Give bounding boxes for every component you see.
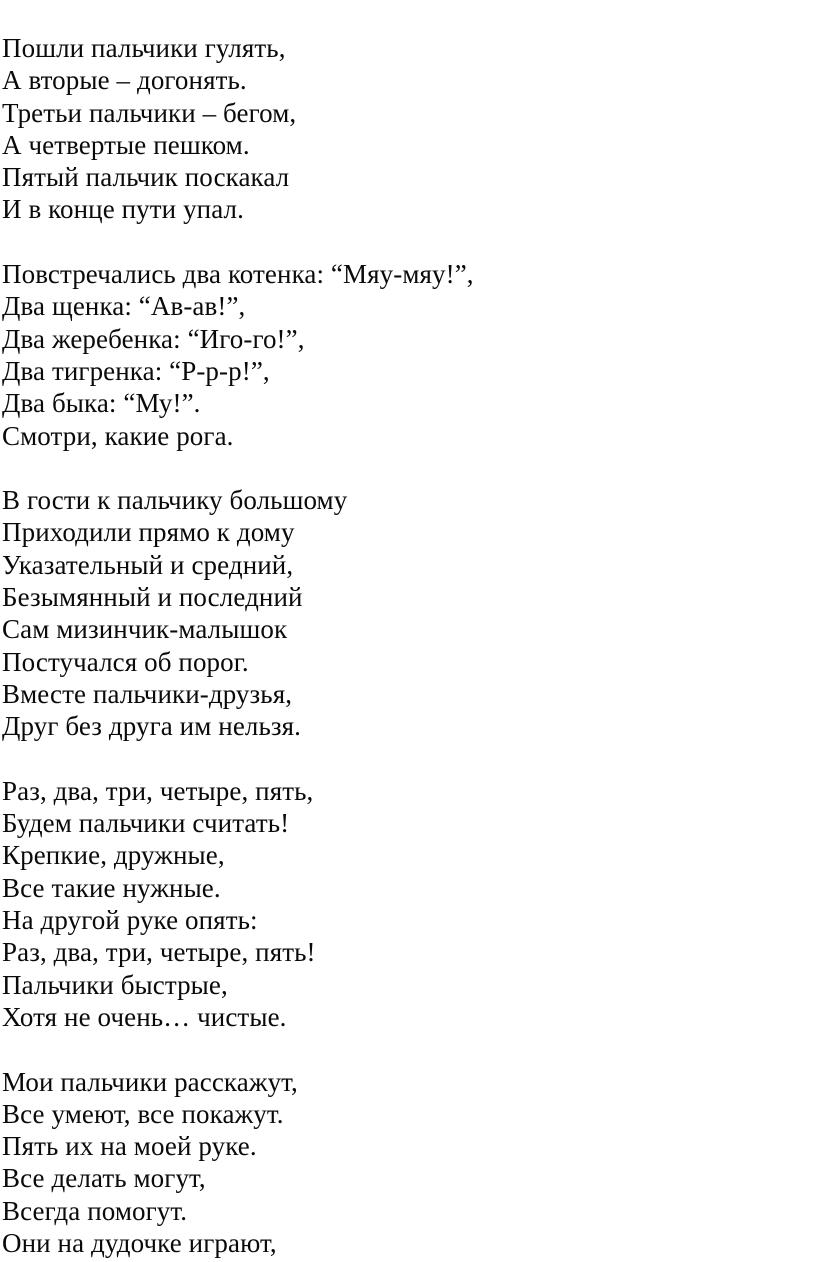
poem-line: Пятый пальчик поскакал	[2, 162, 290, 193]
poem-line: Все умеют, все покажут.	[2, 1098, 284, 1129]
stanza-2	[2, 258, 816, 452]
poem-line: В гости к пальчику большому	[2, 485, 348, 516]
poem-line: Они на дудочке играют,	[2, 1227, 277, 1258]
poem-line: А четвертые пешком.	[2, 129, 250, 160]
poem-line: Сам мизинчик-малышок	[2, 614, 288, 645]
poem-line: На другой руке опять:	[2, 905, 258, 936]
poem-line: Приходили прямо к дому	[2, 517, 295, 548]
stanza-4	[2, 775, 816, 1033]
poem-line: Будем пальчики считать!	[2, 808, 290, 839]
poem-line: Два быка: “Му!”.	[2, 388, 201, 419]
poem-line: Пальчики быстрые,	[2, 969, 228, 1000]
poem-line: Постучался об порог.	[2, 646, 249, 677]
poem-line: Повстречались два котенка: “Мяу-мяу!”,	[2, 259, 474, 290]
poem-line: А вторые – догонять.	[2, 65, 247, 96]
poem-line: Безымянный и последний	[2, 582, 303, 613]
poem-line: Пошли пальчики гулять,	[2, 33, 286, 63]
poem-line: И в конце пути упал.	[2, 194, 244, 225]
poem-line: Хотя не очень… чистые.	[2, 1001, 287, 1032]
stanza-5	[2, 1066, 816, 1260]
poem-line: Два тигренка: “Р-р-р!”,	[2, 355, 270, 386]
poem-line: Два жеребенка: “Иго-го!”,	[2, 323, 305, 354]
poem-line: Всегда помогут.	[2, 1195, 188, 1226]
stanza-1	[2, 32, 816, 226]
poem-line: Вместе пальчики-друзья,	[2, 678, 293, 709]
poem-line: Все такие нужные.	[2, 872, 221, 903]
poem-line: Пять их на моей руке.	[2, 1131, 257, 1162]
poem-line: Друг без друга им нельзя.	[2, 711, 302, 742]
poem-line: Раз, два, три, четыре, пять!	[2, 937, 316, 968]
poem-line: Третьи пальчики – бегом,	[2, 97, 297, 128]
poem-line: Все делать могут,	[2, 1163, 206, 1194]
poem-line: Смотри, какие рога.	[2, 420, 234, 451]
poem-line: Мои пальчики расскажут,	[2, 1066, 298, 1097]
poem-line: Раз, два, три, четыре, пять,	[2, 775, 314, 806]
poem-line: Указательный и средний,	[2, 549, 294, 580]
stanza-3	[2, 484, 816, 742]
poem-line: Два щенка: “Ав-ав!”,	[2, 291, 246, 322]
poem-line: Крепкие, дружные,	[2, 840, 225, 871]
